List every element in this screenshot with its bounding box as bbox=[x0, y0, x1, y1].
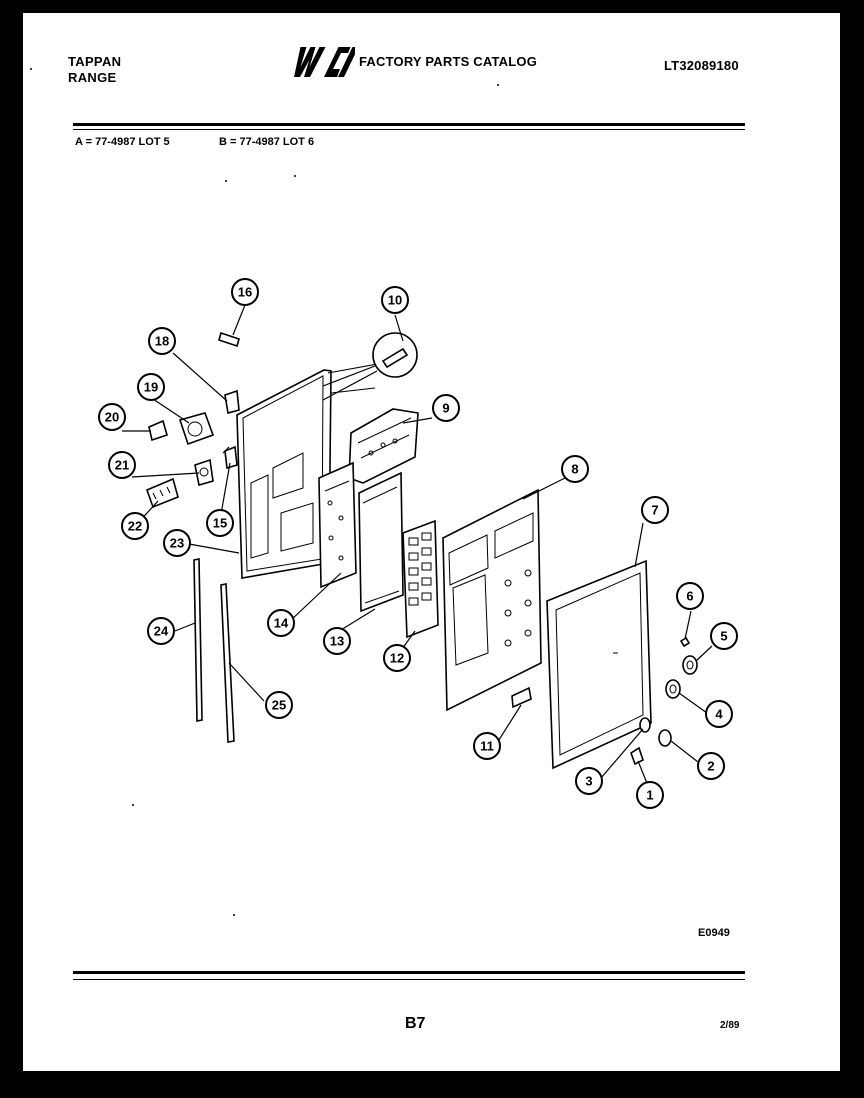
trim-strips bbox=[194, 559, 234, 742]
callout-2 bbox=[698, 753, 724, 779]
callout-16 bbox=[232, 279, 258, 305]
catalog-title: FACTORY PARTS CATALOG bbox=[359, 54, 538, 69]
callout-7 bbox=[642, 497, 668, 523]
exploded-parts-diagram bbox=[23, 13, 840, 1013]
callout-6 bbox=[677, 583, 703, 609]
svg-text:13: 13 bbox=[329, 633, 345, 649]
page-number: B7 bbox=[405, 1015, 426, 1032]
callout-11 bbox=[474, 733, 500, 759]
figure-code: E0949 bbox=[698, 927, 730, 939]
callout-20 bbox=[99, 404, 125, 430]
svg-text:20: 20 bbox=[104, 409, 120, 425]
part-8-front-panel bbox=[443, 490, 541, 710]
callout-22 bbox=[122, 513, 148, 539]
callout-3 bbox=[576, 768, 602, 794]
model-lot-a: A = 77-4987 LOT 5 bbox=[75, 136, 170, 148]
left-components bbox=[147, 333, 239, 507]
brand-name: TAPPAN bbox=[68, 54, 122, 69]
svg-text:22: 22 bbox=[127, 518, 143, 534]
svg-text:6: 6 bbox=[686, 588, 694, 604]
svg-text:1: 1 bbox=[646, 787, 654, 803]
catalog-page bbox=[23, 13, 840, 1071]
svg-text:4: 4 bbox=[715, 706, 723, 722]
svg-text:16: 16 bbox=[237, 284, 253, 300]
document-number: LT32089180 bbox=[664, 58, 739, 73]
svg-text:2: 2 bbox=[707, 758, 715, 774]
footer-rule-thin bbox=[73, 979, 745, 980]
part-10-lamp-detail bbox=[323, 333, 417, 400]
part-11-latch bbox=[512, 688, 531, 707]
svg-text:14: 14 bbox=[273, 615, 289, 631]
print-date: 2/89 bbox=[720, 1020, 740, 1031]
svg-text:10: 10 bbox=[387, 292, 403, 308]
svg-text:12: 12 bbox=[389, 650, 405, 666]
svg-text:24: 24 bbox=[153, 623, 169, 639]
footer-rule-thick bbox=[73, 971, 745, 974]
svg-text:9: 9 bbox=[442, 400, 450, 416]
callout-8 bbox=[562, 456, 588, 482]
callout-9 bbox=[433, 395, 459, 421]
callout-25 bbox=[266, 692, 292, 718]
svg-text:3: 3 bbox=[585, 773, 593, 789]
callout-14 bbox=[268, 610, 294, 636]
part-13-touch-panel bbox=[359, 473, 403, 611]
part-12-keypad bbox=[403, 521, 438, 637]
svg-text:7: 7 bbox=[651, 502, 659, 518]
callout-12 bbox=[384, 645, 410, 671]
callout-24 bbox=[148, 618, 174, 644]
callout-1 bbox=[637, 782, 663, 808]
callout-4 bbox=[706, 701, 732, 727]
svg-text:15: 15 bbox=[212, 515, 228, 531]
callout-21 bbox=[109, 452, 135, 478]
part-14-circuit-board bbox=[319, 463, 356, 587]
callout-23 bbox=[164, 530, 190, 556]
svg-text:21: 21 bbox=[114, 457, 130, 473]
callout-18 bbox=[149, 328, 175, 354]
callout-15 bbox=[207, 510, 233, 536]
callout-5 bbox=[711, 623, 737, 649]
svg-text:8: 8 bbox=[571, 461, 579, 477]
svg-text:5: 5 bbox=[720, 628, 728, 644]
svg-text:23: 23 bbox=[169, 535, 185, 551]
model-lot-b: B = 77-4987 LOT 6 bbox=[219, 136, 315, 148]
svg-text:18: 18 bbox=[154, 333, 170, 349]
svg-text:19: 19 bbox=[143, 379, 159, 395]
callout-19 bbox=[138, 374, 164, 400]
product-type: RANGE bbox=[68, 70, 117, 85]
part-9-control-board bbox=[349, 409, 418, 483]
svg-text:11: 11 bbox=[480, 738, 494, 754]
svg-text:25: 25 bbox=[271, 697, 287, 713]
callout-10 bbox=[382, 287, 408, 313]
callout-13 bbox=[324, 628, 350, 654]
